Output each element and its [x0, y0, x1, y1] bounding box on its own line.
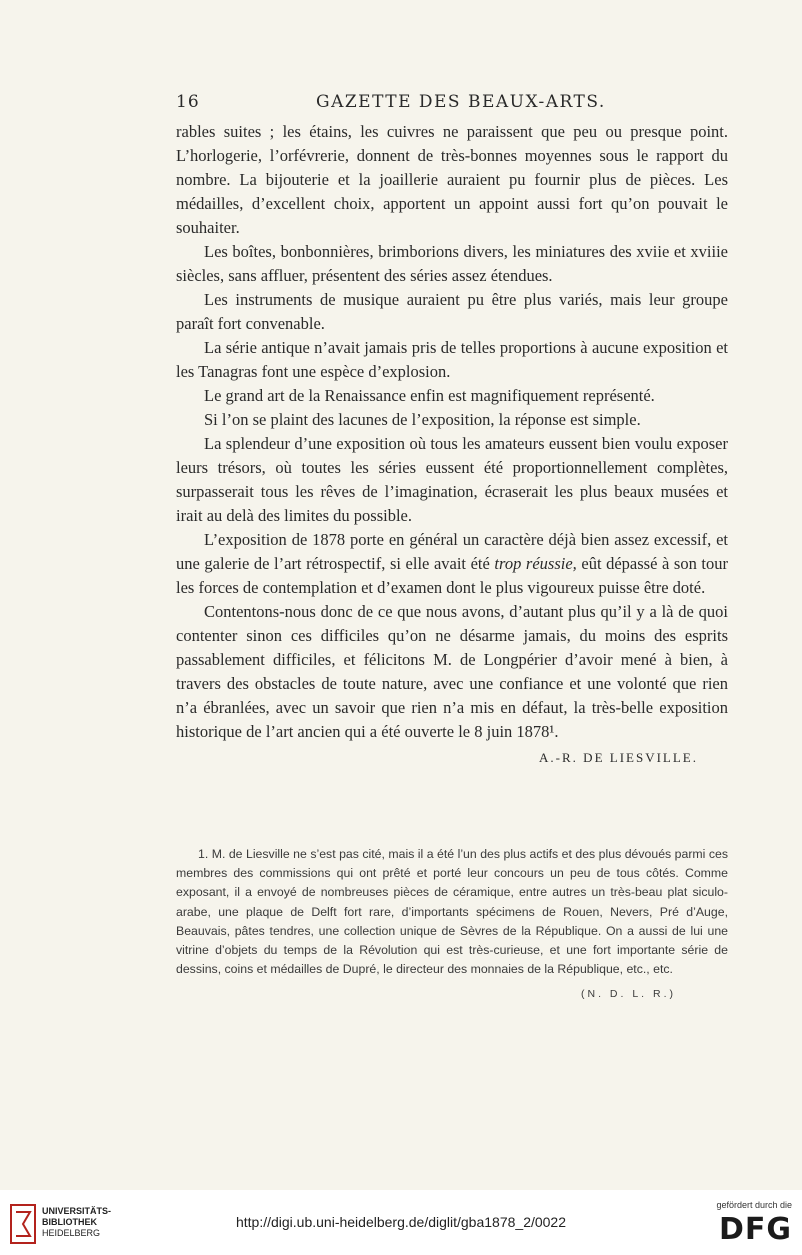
running-title: GAZETTE DES BEAUX-ARTS.	[316, 92, 606, 112]
paragraph: Contentons-nous donc de ce que nous avons, d’autant plus qu’il y a là de quoi contenter sinon ces difficiles qu’on ne désarme jamais, du moins des esprits passablement difficiles, et félicitons M. de Longpérier d’avoir mené à bien, à travers des obstacles de toute nature, avec une confiance et une volonté que rien n’a ébranlées, avec un savoir que rien n’a mis en défaut, la très-belle exposition historique de l’art ancien qui a été ouverte le 8 juin 1878¹.	[176, 602, 728, 741]
library-line3: HEIDELBERG	[42, 1228, 101, 1238]
dfg-logo[interactable]	[702, 1200, 792, 1247]
page-number: 16	[176, 92, 200, 112]
paragraph: rables suites ; les étains, les cuivres ne paraissent que peu ou presque point. L’horlogerie, l’orfévrerie, donnent de très-bonnes moyennes sous le rapport du nombre. La bijouterie et la joaillerie auraient pu fournir plus de pièces. Les médailles, d’excellent choix, apportent un appoint aussi fort qu’on pouvait le souhaiter.	[176, 122, 728, 237]
paragraph: Le grand art de la Renaissance enfin est magnifiquement représenté.	[204, 386, 655, 405]
library-line2: BIBLIOTHEK	[42, 1217, 97, 1227]
paragraph: La splendeur d’une exposition où tous les amateurs eussent bien voulu exposer leurs trésors, où toutes les séries eussent été proportionnellement complètes, surpasserait tous les rêves de l’imagination, écraserait les plus beaux musées et irait au delà des limites du possible.	[176, 434, 728, 525]
author-signature: A.-R. DE LIESVILLE.	[539, 750, 698, 765]
library-line1: UNIVERSITÄTS-	[42, 1206, 112, 1216]
funded-by-label: gefördert durch die	[716, 1200, 792, 1210]
paragraph: Les instruments de musique auraient pu être plus variés, mais leur groupe paraît fort convenable.	[176, 290, 728, 333]
footnote-text: 1. M. de Liesville ne s’est pas cité, mais il a été l’un des plus actifs et des plus dévoués parmi ces membres des commissions qui ont prêté et porté leur concours un peu de tous côtés. Comme exposant, il a envoyé de nombreuses pièces de céramique, entre autres un très-beau plat siculo-arabe, une plaque de Delft fort rare, d’importants spécimens de Rouen, Nevers, Pré d’Auge, Beauvais, pâtes tendres, une collection unique de Sèvres de la République. On a aussi de lui une vitrine d’objets du temps de la Révolution qui est très-curieuse, et une fort importante série de dessins, coins et médailles de Dupré, le directeur des monnaies de la République, etc., etc.	[176, 847, 728, 977]
footnote-signature: (N. D. L. R.)	[580, 988, 676, 1001]
italic-phrase: trop réussie,	[494, 554, 577, 573]
dfg-wordmark: DFG	[718, 1212, 792, 1247]
text-run: L’exposition de 1878 porte en général un caractère déjà bien assez excessif, et une galerie de l’art rétrospectif, si elle avait été	[176, 530, 728, 573]
article-body	[176, 120, 728, 770]
paragraph: Si l’on se plaint des lacunes de l’exposition, la réponse est simple.	[204, 410, 641, 429]
footnote	[176, 845, 728, 1005]
page-header	[176, 92, 728, 116]
source-url[interactable]: http://digi.ub.uni-heidelberg.de/diglit/gba1878_2/0022	[235, 1214, 567, 1230]
paragraph	[176, 528, 728, 600]
text-run: eût dépassé à son tour les forces de contemplation et d’examen dont le plus vigoureux puisse être doté.	[176, 554, 729, 597]
paragraph: Les boîtes, bonbonnières, brimborions divers, les miniatures des xviie et xviiie siècles, sans affluer, présentent des séries assez étendues.	[176, 242, 728, 285]
paragraph: La série antique n’avait jamais pris de telles proportions à aucune exposition et les Tanagras font une espèce d’explosion.	[176, 338, 728, 381]
